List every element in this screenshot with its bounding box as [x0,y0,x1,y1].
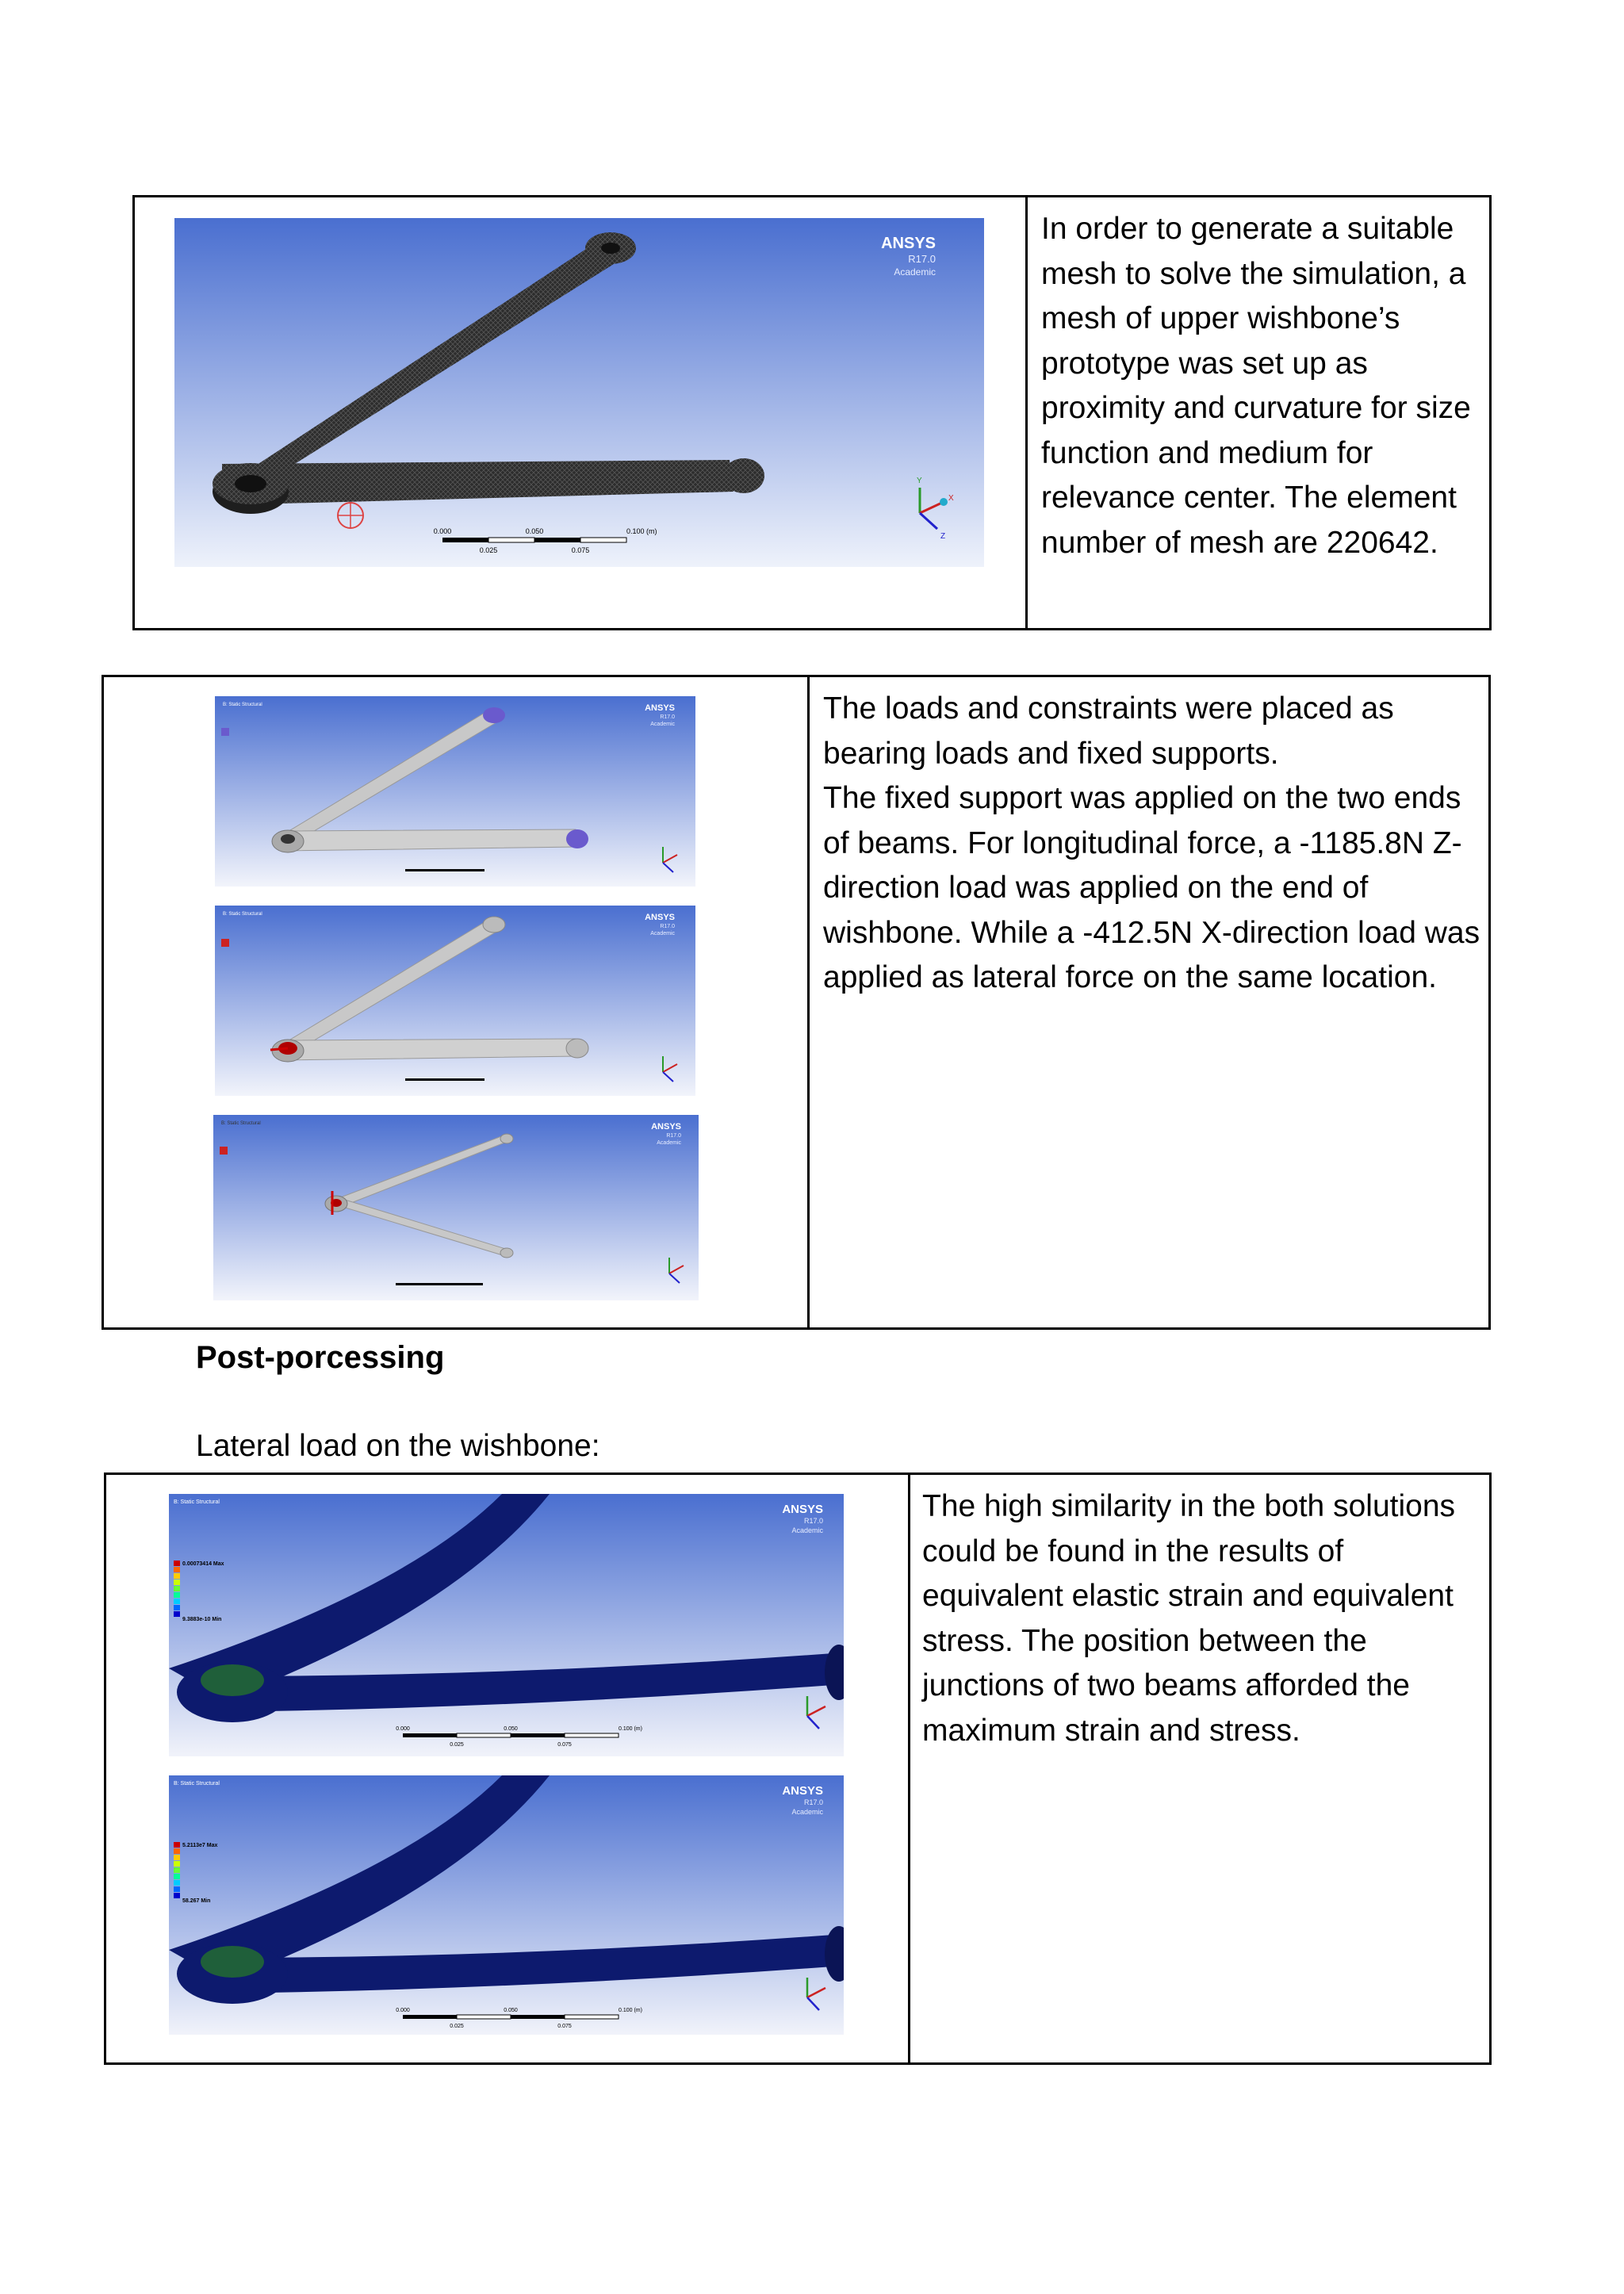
svg-text:B: Static Structural: B: Static Structural [223,912,262,917]
svg-text:0.075: 0.075 [557,1742,572,1748]
svg-text:0.025: 0.025 [479,546,498,554]
loads-section-table [102,675,1491,1330]
svg-text:R17.0: R17.0 [666,1133,681,1139]
loads-description: The loads and constraints were placed as bearing loads and fixed supports. The fixed support was applied on the two ends of beams. For longitudinal force, a -1185.8N Z-direction load was applied on the end of wishbone. While a -412.5N X-direction load was applied as lateral force on the same location. [823,691,1480,994]
equivalent-stress-screenshot [169,1775,844,2035]
svg-text:0.075: 0.075 [571,546,590,554]
ansys-brand: ANSYS [782,1503,823,1516]
svg-text:Academic: Academic [791,1526,823,1534]
ansys-edition: Academic [894,266,936,278]
table-divider [908,1475,910,2062]
svg-text:Academic: Academic [657,1140,681,1146]
svg-text:X: X [948,494,954,503]
svg-text:0.050: 0.050 [525,527,544,535]
svg-text:0.000: 0.000 [396,2008,410,2013]
svg-text:R17.0: R17.0 [660,924,675,929]
svg-text:58.267 Min: 58.267 Min [182,1898,211,1904]
legend-swatch [220,1147,228,1155]
svg-text:0.050: 0.050 [504,1726,518,1732]
post-processing-heading: Post-porcessing [196,1340,445,1375]
legend-swatch [221,728,229,736]
ansys-brand: ANSYS [645,703,675,713]
lateral-load-screenshot [213,1115,699,1300]
svg-text:5.2113e7 Max: 5.2113e7 Max [182,1843,218,1848]
svg-text:0.050: 0.050 [504,2008,518,2013]
lateral-load-heading: Lateral load on the wishbone: [196,1429,600,1463]
hub-right [723,458,764,493]
ansys-brand: ANSYS [645,913,675,922]
svg-text:0.100 (m): 0.100 (m) [626,527,657,535]
results-description: The high similarity in the both solutions could be found in the results of equivalent elastic strain and equivalent stress. The position between the junctions of two beams afforded the maximum strain and stress. [922,1489,1456,1748]
svg-text:0.075: 0.075 [557,2024,572,2029]
equivalent-strain-screenshot [169,1494,844,1756]
svg-text:B: Static Structural: B: Static Structural [221,1121,261,1126]
mesh-description: In order to generate a suitable mesh to solve the simulation, a mesh of upper wishbone’s prototype was set up as proximity and curvature for size function and medium for relevance center. The element number of mesh are 220642. [1041,212,1471,560]
mesh-section-table [132,195,1492,630]
svg-text:9.3883e-10 Min: 9.3883e-10 Min [182,1617,222,1622]
svg-text:0.025: 0.025 [450,1742,464,1748]
ansys-brand: ANSYS [782,1784,823,1798]
svg-text:0.100 (m): 0.100 (m) [619,2008,642,2013]
legend-swatch [221,939,229,947]
svg-text:0.000: 0.000 [433,527,452,535]
results-section-table [104,1473,1492,2065]
svg-text:0.000: 0.000 [396,1726,410,1732]
table-divider [1025,197,1028,628]
mesh-screenshot [174,218,984,567]
svg-text:0.025: 0.025 [450,2024,464,2029]
svg-text:Academic: Academic [650,722,675,727]
svg-text:B: Static Structural: B: Static Structural [223,703,262,707]
svg-text:R17.0: R17.0 [660,714,675,720]
svg-text:R17.0: R17.0 [803,1517,823,1525]
svg-text:Academic: Academic [791,1808,823,1816]
svg-text:Academic: Academic [650,931,675,936]
fixed-support-screenshot [215,696,695,887]
ansys-brand: ANSYS [651,1122,681,1132]
svg-text:0.00073414 Max: 0.00073414 Max [182,1561,224,1567]
svg-text:Y: Y [917,477,922,485]
svg-text:B: Static Structural: B: Static Structural [174,1499,220,1505]
longitudinal-load-screenshot [215,906,695,1096]
ansys-version: R17.0 [908,253,936,265]
svg-text:B: Static Structural: B: Static Structural [174,1781,220,1787]
svg-text:0.100 (m): 0.100 (m) [619,1726,642,1732]
table-divider [807,677,810,1327]
svg-text:Z: Z [940,532,946,541]
ansys-brand: ANSYS [881,235,936,252]
svg-text:R17.0: R17.0 [803,1798,823,1806]
